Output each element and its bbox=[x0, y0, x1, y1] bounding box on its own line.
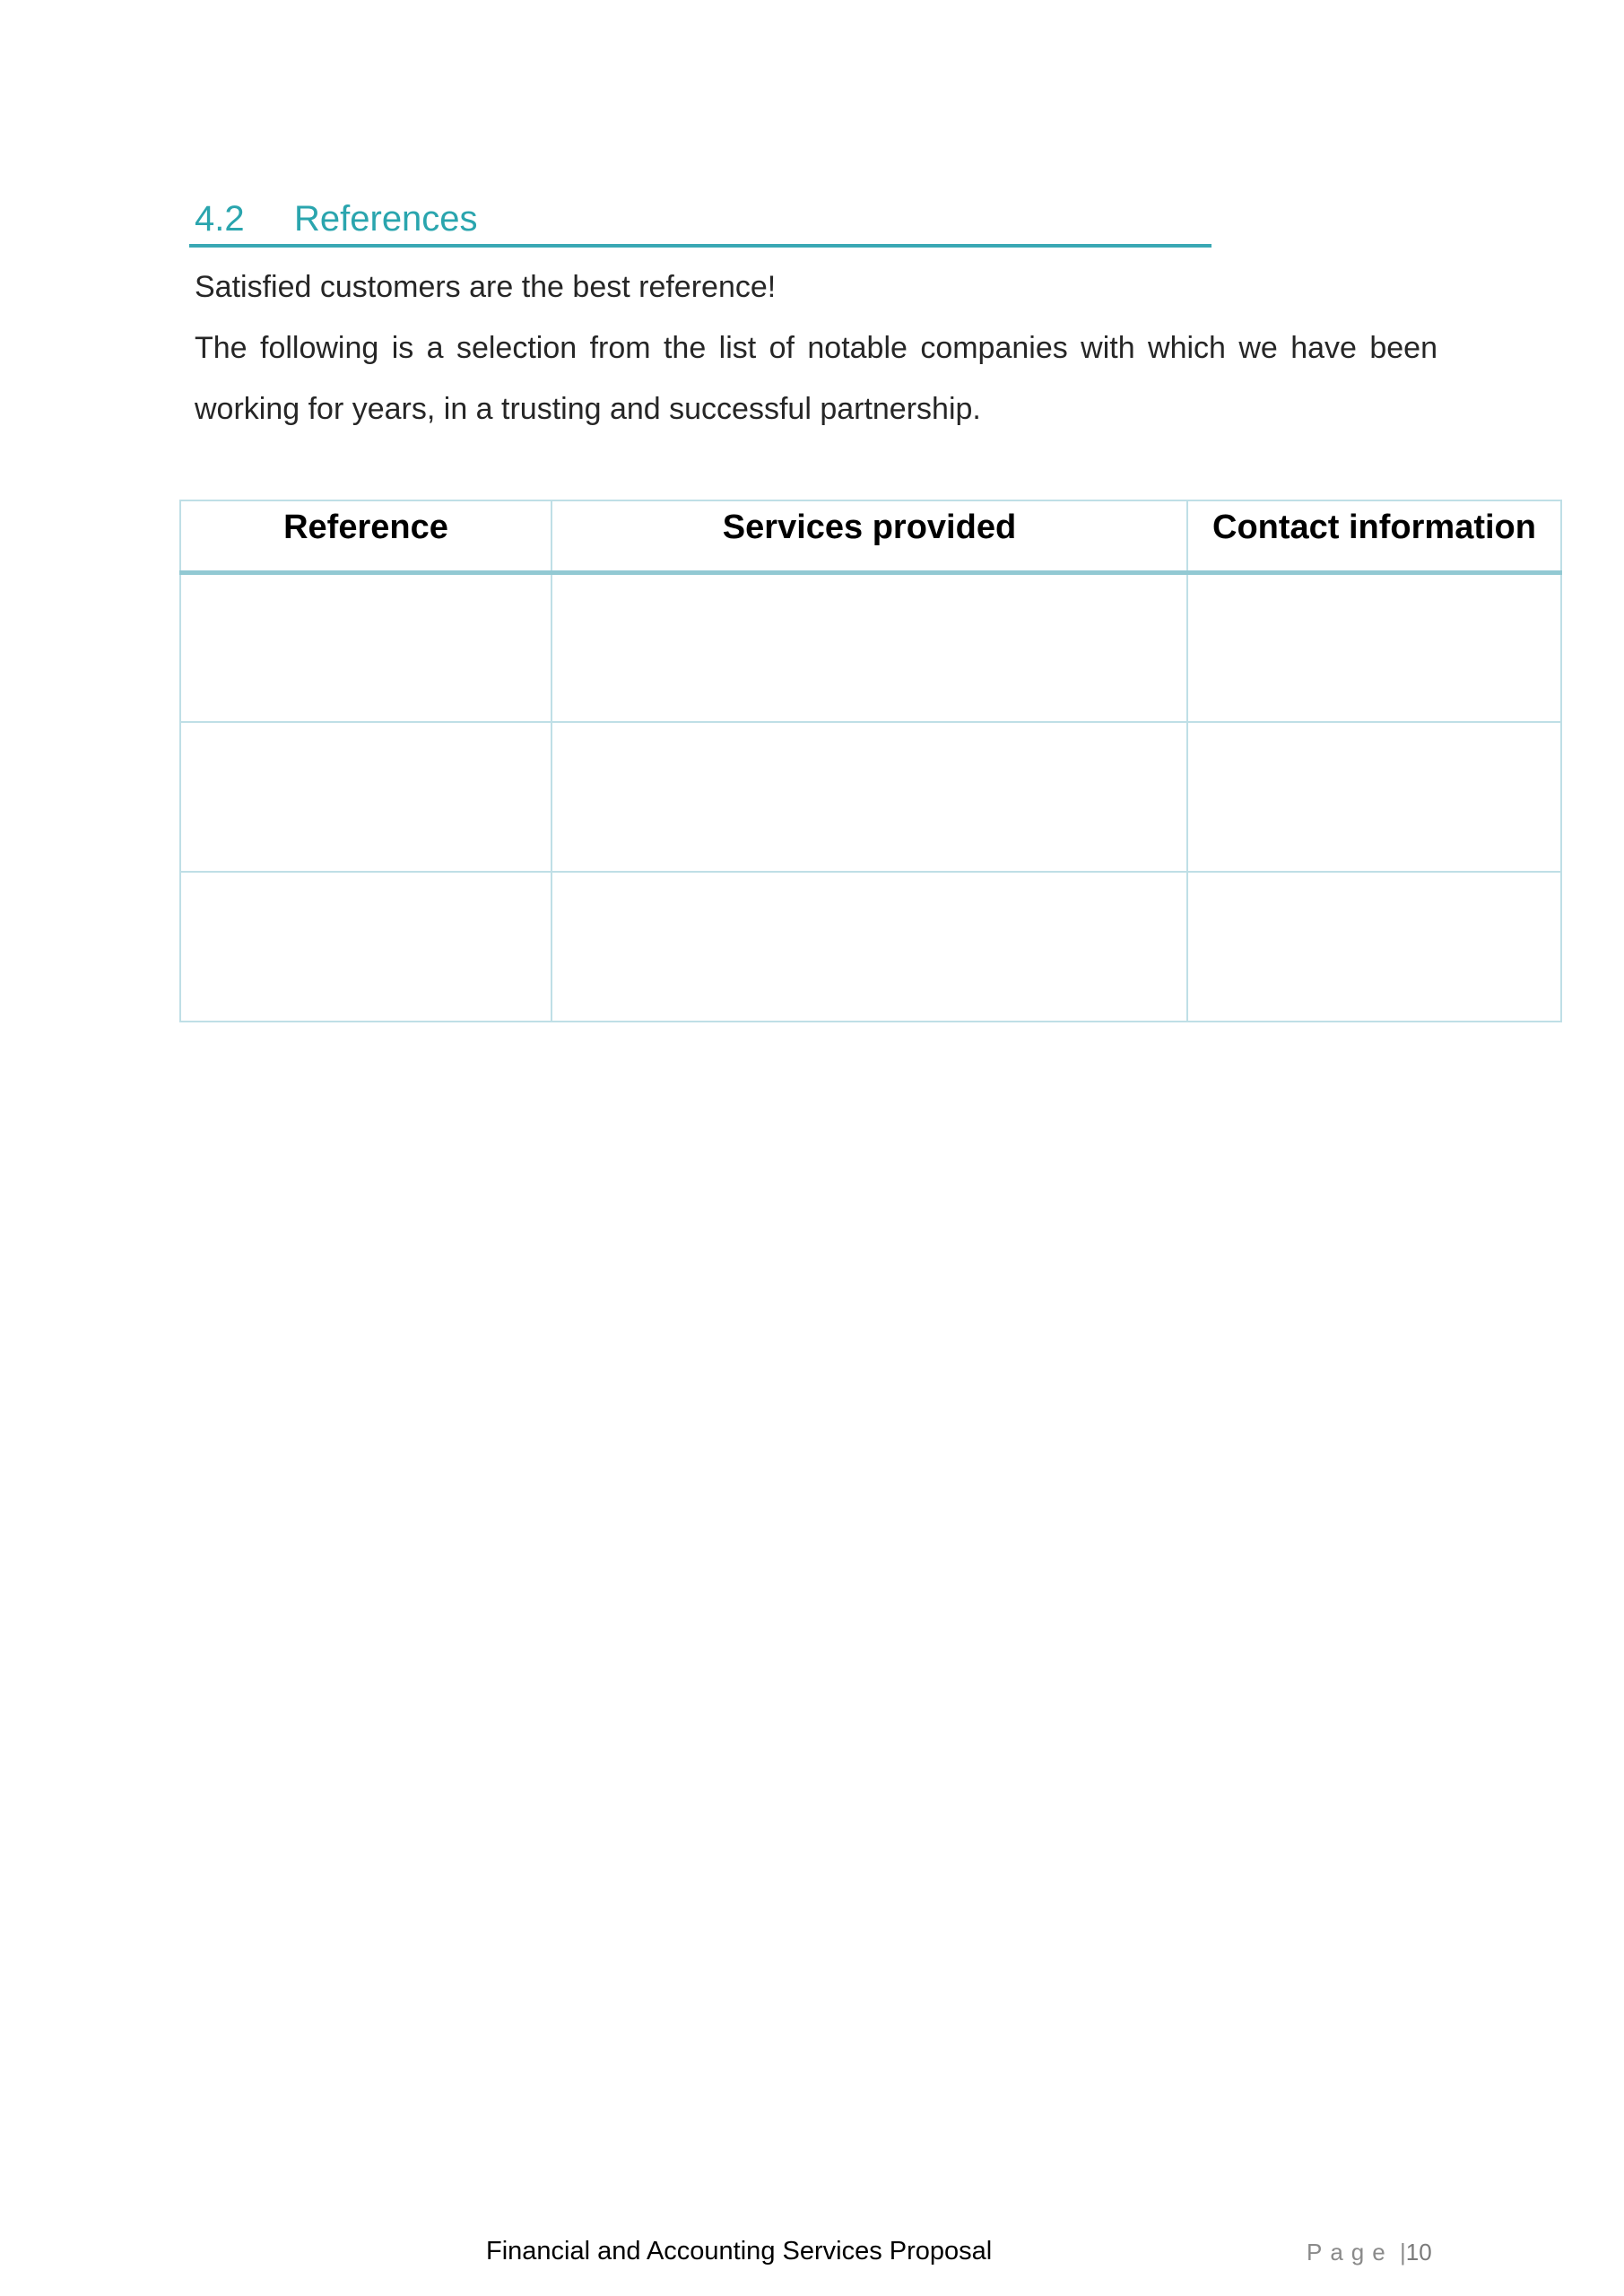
table-cell-contact[interactable] bbox=[1187, 722, 1561, 872]
section-heading bbox=[189, 192, 1211, 248]
header-reference: Reference bbox=[180, 500, 551, 572]
footer-page-number bbox=[1307, 2234, 1432, 2270]
table-cell-reference[interactable] bbox=[180, 722, 551, 872]
intro-paragraph: The following is a selection from the list of notable companies with which we have been working for years, in a trusting and successful partnership. bbox=[195, 331, 1437, 426]
table-cell-services[interactable] bbox=[551, 572, 1187, 722]
table-cell-contact[interactable] bbox=[1187, 872, 1561, 1022]
footer-separator: | bbox=[1399, 2239, 1406, 2266]
section-title: References bbox=[294, 199, 478, 239]
intro-line: Satisfied customers are the best reference! bbox=[195, 270, 777, 304]
header-contact-information: Contact information bbox=[1187, 500, 1561, 572]
table-cell-reference[interactable] bbox=[180, 872, 551, 1022]
footer-page-num: 10 bbox=[1405, 2239, 1432, 2266]
header-services-provided: Services provided bbox=[551, 500, 1187, 572]
table-row bbox=[180, 872, 1561, 1022]
references-table bbox=[179, 500, 1562, 1022]
table-row bbox=[180, 722, 1561, 872]
footer-document-title: Financial and Accounting Services Proposal bbox=[486, 2237, 993, 2266]
table-header-row bbox=[180, 500, 1561, 572]
table-cell-reference[interactable] bbox=[180, 572, 551, 722]
table-cell-services[interactable] bbox=[551, 872, 1187, 1022]
table-cell-contact[interactable] bbox=[1187, 572, 1561, 722]
table-cell-services[interactable] bbox=[551, 722, 1187, 872]
footer-page-word: Page bbox=[1307, 2239, 1394, 2266]
section-number: 4.2 bbox=[195, 199, 245, 239]
table-row bbox=[180, 572, 1561, 722]
